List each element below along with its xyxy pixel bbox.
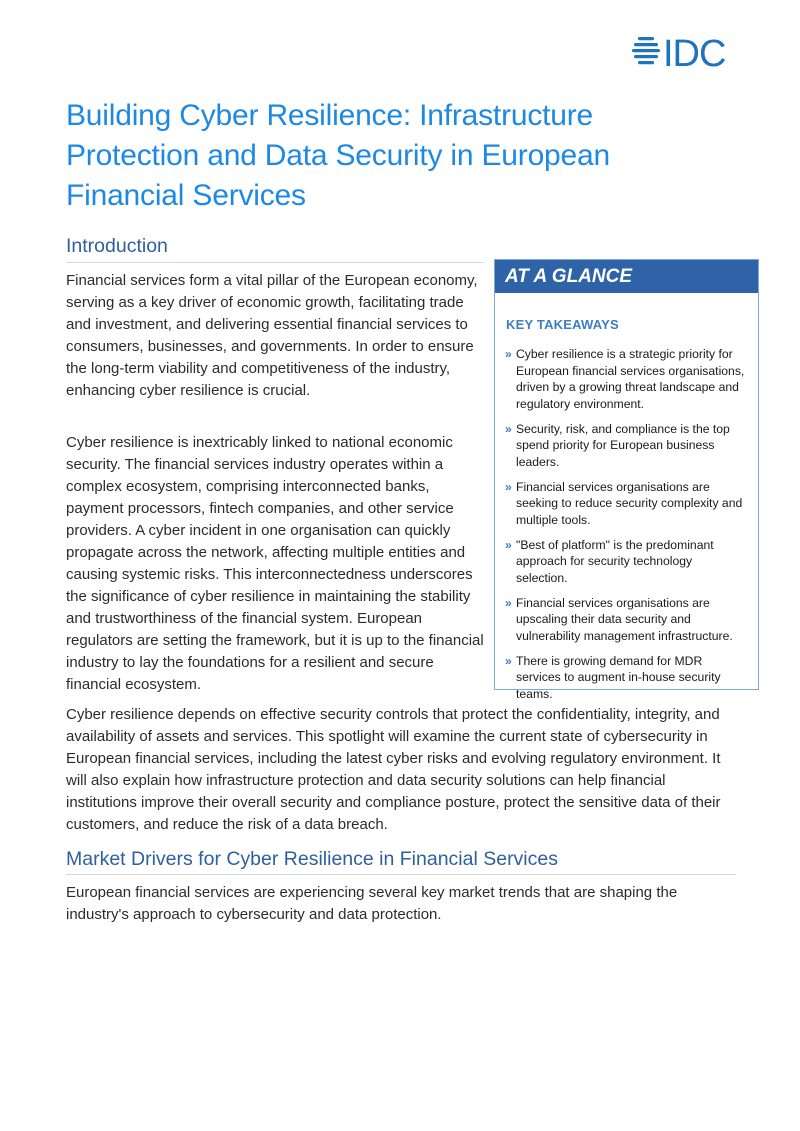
list-item: » Financial services organisations are upscaling their data security and vulnerability management infrastructure.	[505, 595, 733, 643]
idc-wordmark: IDC	[663, 34, 726, 70]
idc-logo	[632, 34, 744, 70]
intro-paragraph-1: Financial services form a vital pillar of the European economy, serving as a key driver of economic growth, facilitating trade and investment, and delivering essential financial services to consumers, businesses, and governments. In order to ensure the long-term viability and competitiveness of the industry, enhancing cyber resilience is crucial.	[66, 272, 478, 399]
list-item: » Financial services organisations are seeking to reduce security complexity and multiple tools.	[505, 479, 743, 527]
bullet-chevron-icon: »	[505, 479, 512, 494]
section-heading-introduction: Introduction	[66, 235, 168, 257]
section-divider	[66, 262, 484, 263]
section-heading-market-drivers: Market Drivers for Cyber Resilience in Financial Services	[66, 848, 558, 870]
intro-paragraph-2: Cyber resilience is inextricably linked to national economic security. The financial services industry operates within a complex ecosystem, comprising interconnected banks, payment processors, fintech companies, and other service providers. A cyber incident in one organisation can quickly propagate across the network, affecting multiple entities and causing systemic risks. This interconnectedness underscores the significance of cyber resilience in maintaining the stability and trustworthiness of the financial system. European regulators are setting the framework, but it is up to the financial industry to lay the foundations for a resilient and secure financial ecosystem.	[66, 434, 484, 693]
at-a-glance-heading: AT A GLANCE	[495, 260, 758, 293]
list-item: » Cyber resilience is a strategic priority for European financial services organisations, driven by a growing threat landscape and regulatory environment.	[505, 347, 745, 411]
key-takeaways-list	[505, 346, 746, 702]
page-title: Building Cyber Resilience: Infrastructure Protection and Data Security in European Financial Services	[66, 99, 610, 212]
list-item: » "Best of platform" is the predominant approach for security technology selection.	[505, 537, 714, 585]
key-takeaways-heading: KEY TAKEAWAYS	[506, 317, 619, 332]
drivers-paragraph-1: European financial services are experiencing several key market trends that are shaping the industry's approach to cybersecurity and data protection.	[66, 884, 678, 923]
bullet-chevron-icon: »	[505, 595, 512, 610]
at-a-glance-box	[494, 259, 759, 701]
idc-globe-icon	[632, 34, 744, 70]
bullet-chevron-icon: »	[505, 537, 512, 552]
bullet-chevron-icon: »	[505, 421, 512, 436]
section-divider	[66, 874, 736, 875]
bullet-chevron-icon: »	[505, 653, 512, 668]
intro-paragraph-3: Cyber resilience depends on effective security controls that protect the confidentiality, integrity, and availability of assets and services. This spotlight will examine the current state of cybersecurity in European financial services, including the latest cyber risks and evolving regulatory environment. It will also explain how infrastructure protection and data security solutions can help financial institutions improve their overall security and compliance posture, protect the sensitive data of their customers, and reduce the risk of a data breach.	[66, 706, 721, 833]
bullet-chevron-icon: »	[505, 347, 512, 361]
list-item: » Security, risk, and compliance is the top spend priority for European business leaders.	[505, 421, 730, 469]
list-item: » There is growing demand for MDR services to augment in-house security teams.	[505, 653, 721, 701]
